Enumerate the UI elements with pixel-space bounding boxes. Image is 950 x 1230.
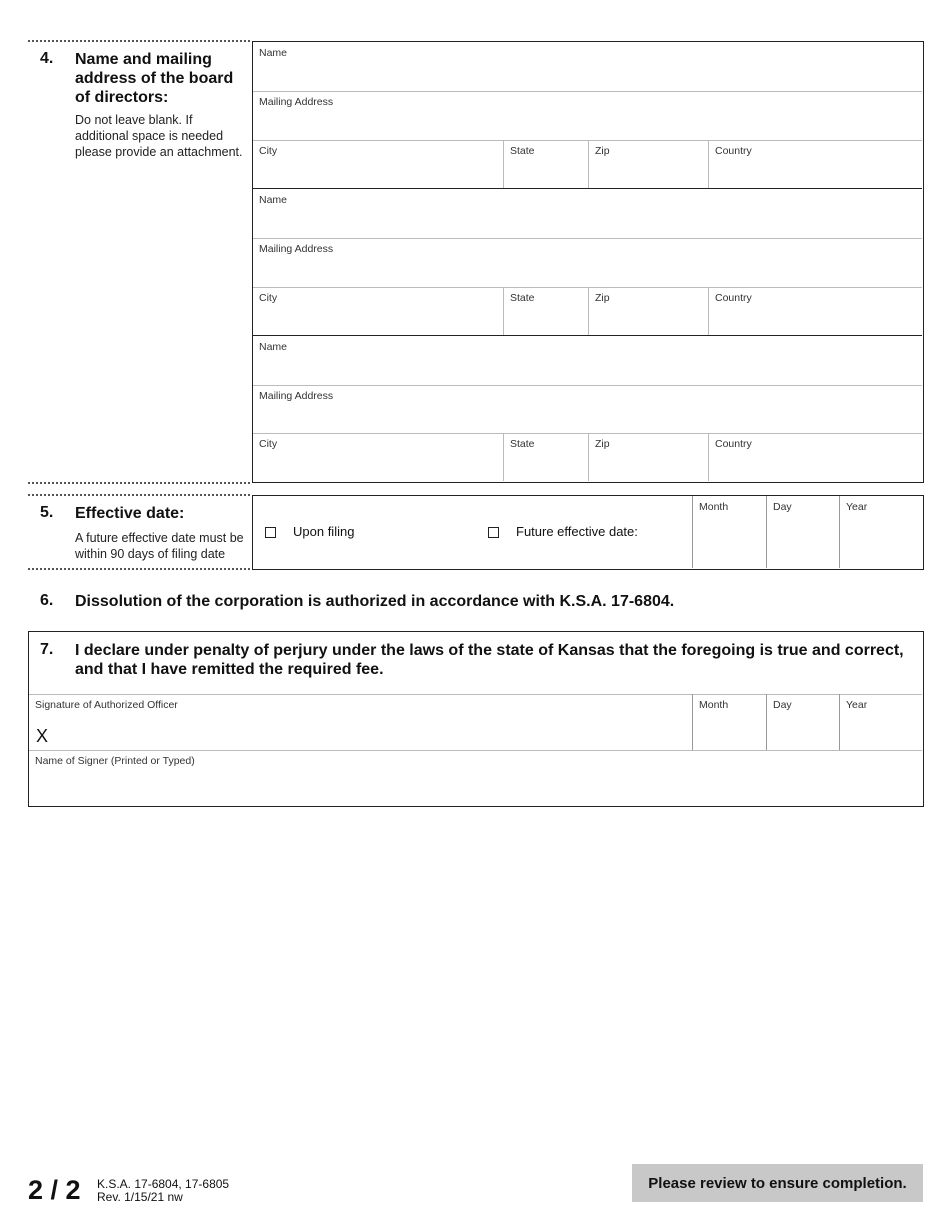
signature-month-field[interactable] <box>693 694 766 750</box>
city-label: City <box>259 292 278 304</box>
section6-number: 6. <box>40 592 54 609</box>
state-label: State <box>510 438 535 450</box>
director-3-address-field[interactable] <box>253 385 922 433</box>
section4-top-divider <box>28 40 250 42</box>
country-label: Country <box>715 145 752 157</box>
signer-name-label: Name of Signer (Printed or Typed) <box>35 755 195 767</box>
section4-bottom-divider <box>28 482 250 484</box>
section5-number: 5. <box>40 504 54 521</box>
future-date-checkbox[interactable] <box>488 527 499 538</box>
name-label: Name <box>259 47 288 59</box>
declaration-box <box>28 631 924 807</box>
city-label: City <box>259 145 278 157</box>
month-label: Month <box>699 699 729 711</box>
section5-note: A future effective date must be within 90 days of filing date <box>75 531 244 561</box>
name-label: Name <box>259 194 288 206</box>
effective-day-field[interactable] <box>767 496 839 568</box>
director-3-name-field[interactable] <box>253 336 922 385</box>
mailing-address-label: Mailing Address <box>259 390 334 402</box>
revision-note: Rev. 1/15/21 nw <box>97 1190 183 1204</box>
director-1-city-field[interactable] <box>253 140 503 189</box>
signature-x-mark: X <box>36 726 49 746</box>
director-3-country-field[interactable] <box>709 433 922 481</box>
upon-filing-checkbox[interactable] <box>265 527 276 538</box>
director-2-zip-field[interactable] <box>589 287 708 336</box>
director-3-state-field[interactable] <box>504 433 588 481</box>
section5-bottom-divider <box>28 568 250 570</box>
director-2-city-field[interactable] <box>253 287 503 336</box>
director-2-state-field[interactable] <box>504 287 588 336</box>
zip-label: Zip <box>595 145 610 157</box>
month-label: Month <box>699 501 729 513</box>
mailing-address-label: Mailing Address <box>259 243 334 255</box>
signature-year-field[interactable] <box>840 694 922 750</box>
state-label: State <box>510 292 535 304</box>
section4-note: Do not leave blank. If additional space is needed please provide an attachment. <box>75 113 243 159</box>
state-label: State <box>510 145 535 157</box>
section5-top-divider <box>28 494 250 496</box>
director-1-country-field[interactable] <box>709 140 922 189</box>
statute-reference: K.S.A. 17-6804, 17-6805 <box>97 1177 230 1191</box>
director-3-zip-field[interactable] <box>589 433 708 481</box>
section6-text: Dissolution of the corporation is authorized in accordance with K.S.A. 17-6804. <box>75 593 675 610</box>
director-1-address-field[interactable] <box>253 91 922 140</box>
signature-day-field[interactable] <box>767 694 839 750</box>
zip-label: Zip <box>595 292 610 304</box>
zip-label: Zip <box>595 438 610 450</box>
effective-date-box <box>252 495 924 570</box>
section7-text: I declare under penalty of perjury under the laws of the state of Kansas that the foregoing is true and correct, and that I have remitted the required fee. <box>75 642 904 678</box>
director-1-state-field[interactable] <box>504 140 588 189</box>
year-label: Year <box>846 501 868 513</box>
year-label: Year <box>846 699 868 711</box>
effective-year-field[interactable] <box>840 496 922 568</box>
section5-title: Effective date: <box>75 505 185 522</box>
country-label: Country <box>715 438 752 450</box>
country-label: Country <box>715 292 752 304</box>
director-1-zip-field[interactable] <box>589 140 708 189</box>
signature-label: Signature of Authorized Officer <box>35 699 178 711</box>
director-2-name-field[interactable] <box>253 189 922 238</box>
upon-filing-label: Upon filing <box>293 524 355 539</box>
review-completion-button[interactable]: Please review to ensure completion. <box>632 1164 923 1202</box>
signer-name-field[interactable] <box>29 750 922 805</box>
page-number: 2 / 2 <box>28 1175 81 1205</box>
day-label: Day <box>773 699 792 711</box>
day-label: Day <box>773 501 792 513</box>
section4-number: 4. <box>40 50 54 67</box>
director-2-address-field[interactable] <box>253 238 922 287</box>
signature-field[interactable] <box>29 694 692 750</box>
director-2-country-field[interactable] <box>709 287 922 336</box>
future-date-label: Future effective date: <box>516 524 638 539</box>
board-directors-table <box>252 41 924 483</box>
section7-number: 7. <box>40 641 54 658</box>
mailing-address-label: Mailing Address <box>259 96 334 108</box>
name-label: Name <box>259 341 288 353</box>
section4-title: Name and mailing address of the board of directors: <box>75 51 234 106</box>
director-1-name-field[interactable] <box>253 42 922 91</box>
director-3-city-field[interactable] <box>253 433 503 481</box>
city-label: City <box>259 438 278 450</box>
effective-month-field[interactable] <box>693 496 766 568</box>
